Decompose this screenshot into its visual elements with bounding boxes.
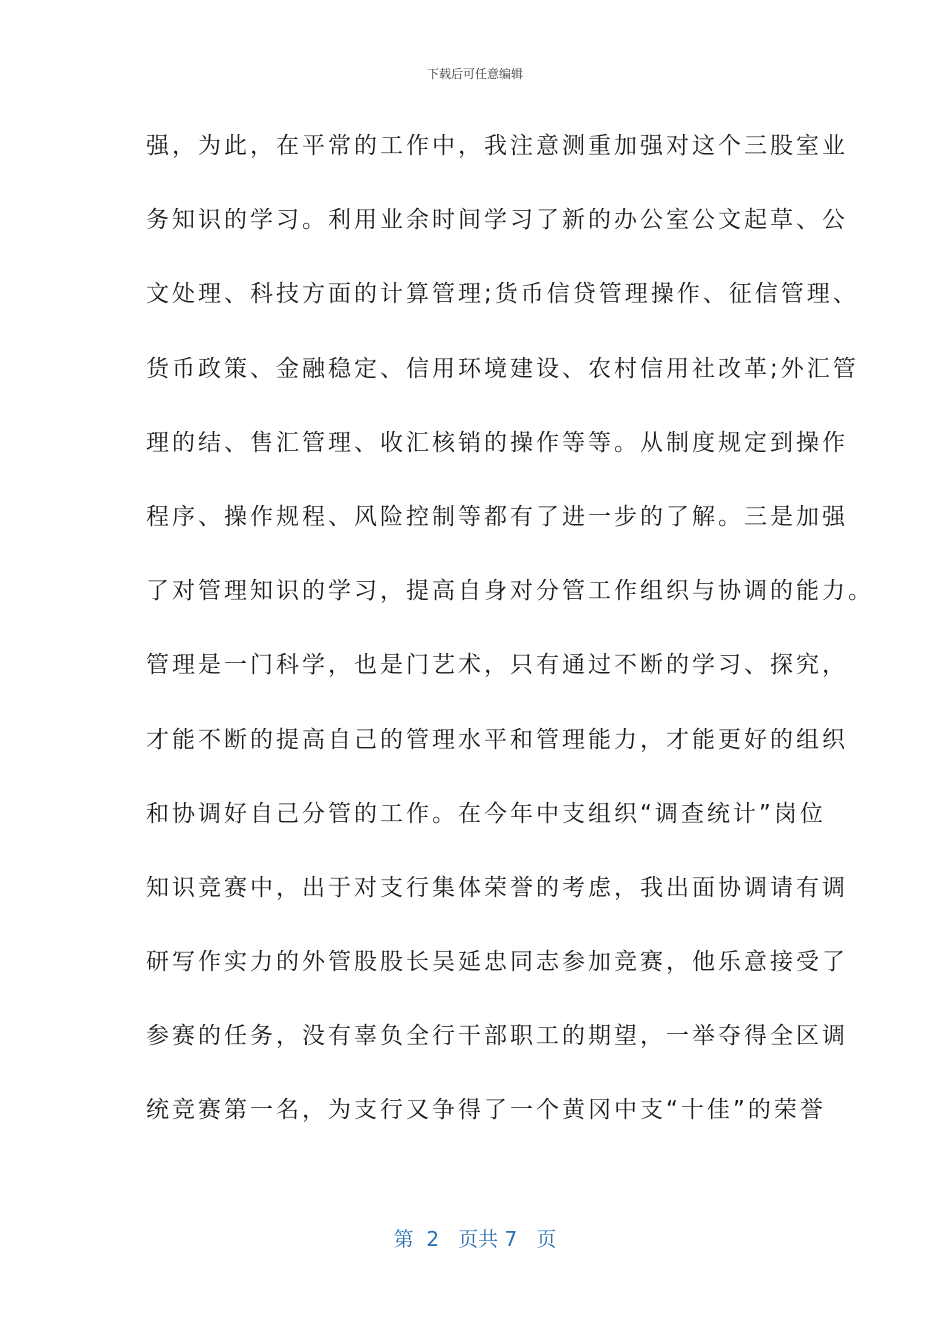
document-body	[146, 124, 874, 1163]
text-line: 强，为此，在平常的工作中，我注意测重加强对这个三股室业	[146, 133, 848, 159]
current-page-number: 2	[426, 1227, 440, 1251]
text-line: 程序、操作规程、风险控制等都有了进一步的了解。三是加强	[146, 503, 848, 530]
text-line: 管理是一门科学，也是门艺术，只有通过不断的学习、探究，	[146, 652, 848, 679]
footer-middle: 页共	[458, 1227, 499, 1251]
text-line: 研写作实力的外管股股长吴延忠同志参加竞赛，他乐意接受了	[146, 949, 848, 976]
text-line: 货币政策、金融稳定、信用环境建设、农村信用社改革;外汇管	[146, 355, 859, 382]
text-line: 知识竞赛中，出于对支行集体荣誉的考虑，我出面协调请有调	[146, 874, 848, 901]
text-line: 理的结、售汇管理、收汇核销的操作等等。从制度规定到操作	[146, 429, 848, 456]
footer-prefix: 第	[393, 1227, 414, 1251]
text-line: 了对管理知识的学习，提高自身对分管工作组织与协调的能力。	[146, 578, 874, 605]
text-line: 参赛的任务，没有辜负全行干部职工的期望，一举夺得全区调	[146, 1023, 848, 1050]
footer-suffix: 页	[536, 1227, 557, 1251]
text-line: 务知识的学习。利用业余时间学习了新的办公室公文起草、公	[146, 207, 848, 234]
text-line: 文处理、科技方面的计算管理;货币信贷管理操作、征信管理、	[146, 281, 859, 308]
text-line: 统竞赛第一名，为支行又争得了一个黄冈中支“十佳”的荣誉	[146, 1097, 826, 1124]
page-footer	[0, 1226, 950, 1252]
text-line: 才能不断的提高自己的管理水平和管理能力，才能更好的组织	[146, 726, 848, 753]
total-pages-number: 7	[504, 1227, 518, 1251]
text-line: 和协调好自己分管的工作。在今年中支组织“调查统计”岗位	[146, 800, 826, 827]
page-header: 下载后可任意编辑	[426, 67, 523, 81]
